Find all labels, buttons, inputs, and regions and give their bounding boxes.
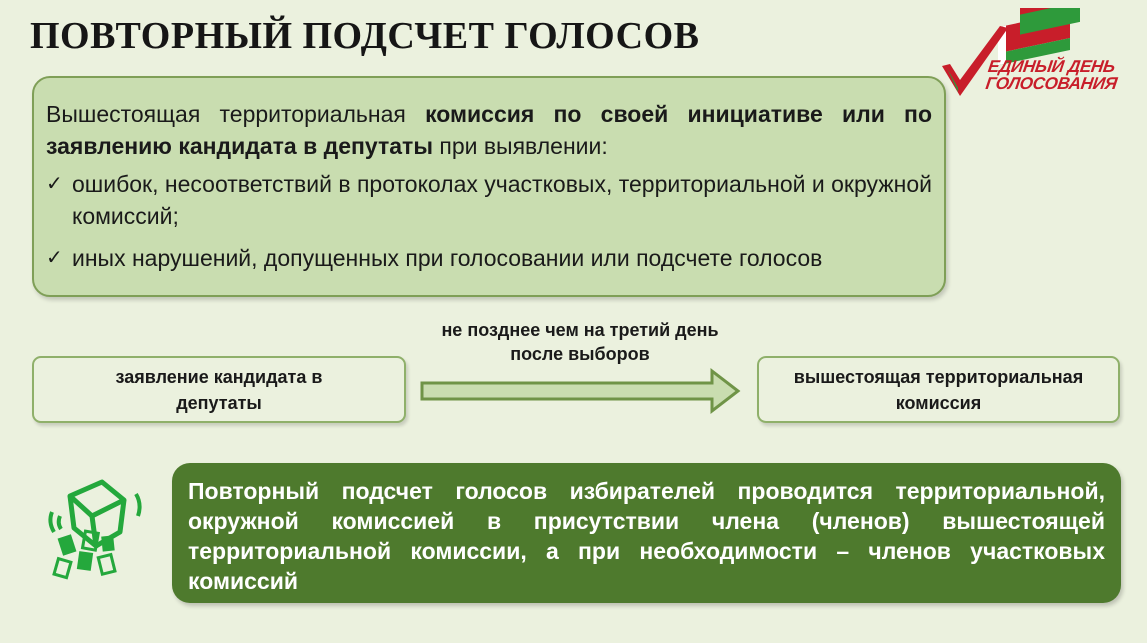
intro-text-1: Вышестоящая территориальная [46, 101, 426, 127]
intro-bold: комиссия по своей инициативе или по заявлению кандидата в депутаты [46, 101, 933, 159]
commission-text: вышестоящая территориальная комиссия [793, 366, 1084, 413]
intro-text-2: при выявлении: [432, 133, 608, 159]
conditions-list [46, 168, 932, 274]
list-item [46, 242, 932, 274]
ballot-box-icon [40, 474, 150, 584]
logo-line-1: ЕДИНЫЙ ДЕНЬ [986, 57, 1117, 76]
check-icon: ✓ [46, 247, 63, 269]
commission-box [757, 356, 1120, 423]
application-box [32, 356, 406, 423]
check-icon: ✓ [46, 173, 63, 195]
application-text: заявление кандидата в депутаты [115, 366, 323, 413]
conclusion-panel: Повторный подсчет голосов избирателей проводится территориальной, окружной комиссией в присутствии члена (членов) вышестоящей территориальной комиссии, а при необходимости – членов участковых комиссий [172, 463, 1121, 603]
condition-text: ошибок, несоответствий в протоколах участковых, территориальной и окружной комиссий; [72, 171, 932, 229]
list-item [46, 168, 932, 232]
conditions-panel [32, 76, 946, 297]
page-title: ПОВТОРНЫЙ ПОДСЧЕТ ГОЛОСОВ [30, 15, 700, 57]
condition-text: иных нарушений, допущенных при голосовании или подсчете голосов [72, 245, 823, 271]
deadline-label: не позднее чем на третий день после выборов [441, 320, 719, 364]
logo-line-2: ГОЛОСОВАНИЯ [984, 74, 1119, 93]
logo-text [985, 58, 1121, 92]
flow-arrow [418, 367, 742, 415]
intro-paragraph [46, 98, 932, 162]
